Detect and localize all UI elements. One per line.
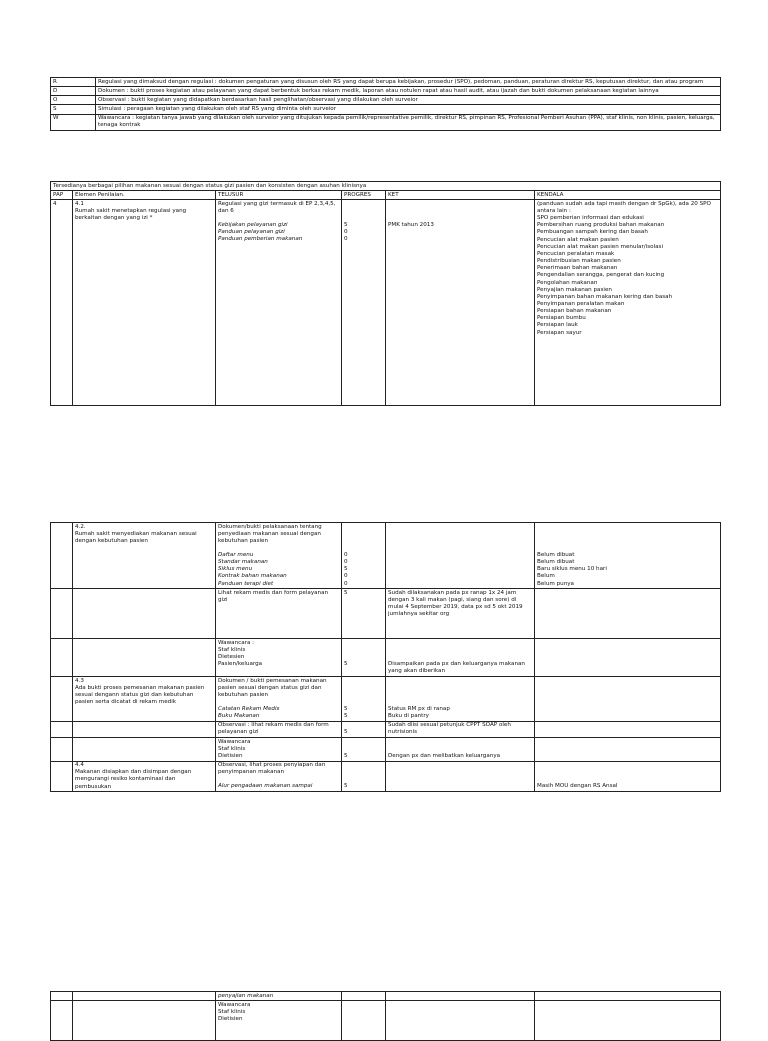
progres-cell — [342, 721, 386, 737]
telusur-cell — [216, 639, 342, 677]
legend-code: S — [51, 105, 96, 114]
elemen-number: 4.3 — [75, 677, 84, 684]
kendala-value: Belum dibuat — [537, 551, 575, 558]
header-progres: PROGRES — [342, 191, 386, 200]
telusur-item: penyajian makanan — [218, 992, 274, 999]
ket-value: Status RM px di ranap — [388, 706, 450, 712]
telusur-line: Dietisien — [218, 752, 243, 759]
header-elemen: Elemen Penilaian. — [73, 191, 216, 200]
progres-value: 0 — [344, 573, 348, 580]
progres-cell — [342, 639, 386, 677]
kendala-value: Belum punya — [537, 580, 574, 587]
ket-cell — [386, 677, 535, 722]
kendala-item: Persiapan lauk — [537, 322, 578, 329]
telusur-cell — [216, 200, 342, 406]
legend-code: R — [51, 78, 96, 87]
progres-value: 0 — [344, 559, 348, 566]
telusur-intro: Dokumen / bukti pemesanan makanan pasien sesuai dengan status gizi dan kebutuhan pasien — [218, 677, 327, 698]
progres-value: 5 — [344, 706, 348, 712]
telusur-item: Buku Makanan — [218, 713, 260, 720]
ket-cell — [386, 639, 535, 677]
table-row — [51, 523, 721, 589]
legend-text: Wawancara : kegiatan tanya jawab yang dilakukan oleh surveior yang ditujukan kepada pemilik/representative pemilik, direktur RS, pimpinan RS, Profesional Pemberi Asuhan (PPA), staf klinis, non klinis, pasien, keluarga, tenaga kontrak — [96, 114, 721, 130]
telusur-item: Kontrak bahan makanan — [218, 573, 287, 580]
legend-row — [51, 78, 721, 87]
progres-value: 5 — [344, 713, 348, 720]
table-title-row — [51, 182, 721, 191]
kendala-item: Pembuangan sampah kering dan basah — [537, 229, 648, 236]
telusur-item: Panduan pelayanan gizi — [218, 229, 285, 236]
elemen-number: 4.2. — [75, 523, 86, 530]
progres-value: 0 — [344, 580, 348, 587]
progres-value: 0 — [344, 236, 348, 243]
progres-cell — [342, 738, 386, 761]
progres-value: 5 — [344, 661, 348, 668]
header-kendala: KENDALA — [535, 191, 721, 200]
table-row — [51, 200, 721, 406]
legend-code: D — [51, 87, 96, 96]
legend-table — [50, 77, 721, 131]
elemen-cell — [73, 523, 216, 589]
kendala-item: Penerimaan bahan makanan — [537, 265, 618, 272]
assessment-table-page3 — [50, 991, 721, 1041]
kendala-item: Pembersihan ruang produksi bahan makanan — [537, 222, 665, 229]
ket-value: PMK tahun 2013 — [388, 222, 434, 229]
kendala-cell — [535, 523, 721, 589]
legend-text: Observasi : bukti kegiatan yang didapatkan berdasarkan hasil penglihatan/observasi yang dilakukan oleh surveior — [96, 96, 721, 105]
telusur-cell — [216, 523, 342, 589]
telusur-intro: Observasi, lihat proses penyiapan dan penyimpanan makanan — [218, 762, 326, 776]
header-telusur: TELUSUR — [216, 191, 342, 200]
progres-value: 0 — [344, 229, 348, 236]
elemen-text: Rumah sakit menetapkan regulasi yang berkaitan dengan yang izi * — [75, 207, 187, 222]
ket-cell — [386, 738, 535, 761]
progres-cell — [342, 523, 386, 589]
progres-cell — [342, 677, 386, 722]
telusur-intro: Dokumen/bukti pelaksanaan tentang penyediaan makanan sesuai dengan kebutuhan pasien — [218, 523, 322, 544]
kendala-value: Baru siklus menu 10 hari — [537, 566, 607, 573]
legend-row — [51, 87, 721, 96]
telusur-item: Panduan terapi diet — [218, 580, 274, 587]
table-row — [51, 639, 721, 677]
telusur-cell — [216, 992, 342, 1001]
telusur-cell: Lihat rekam medis dan form pelayanan gizi — [216, 589, 342, 639]
legend-text: Regulasi yang dimaksud dengan regulasi : dokumen pengaturan yang disusun oleh RS yang dapat berupa kebijakan, prosedur (SPO), pedoman, panduan, peraturan direktur RS, keputusan direktur, dan atau program — [96, 78, 721, 87]
legend-code: O — [51, 96, 96, 105]
telusur-item: Siklus menu — [218, 566, 253, 573]
header-ket: KET — [386, 191, 535, 200]
table-row — [51, 589, 721, 639]
telusur-item: Daftar menu — [218, 551, 254, 558]
kendala-value: Masih MOU dengan RS Ansal — [537, 783, 618, 790]
kendala-value: Belum dibuat — [537, 559, 575, 566]
elemen-cell — [73, 677, 216, 722]
kendala-value: Belum — [537, 573, 555, 580]
kendala-item: Pencucian alat makan pasien — [537, 236, 619, 243]
table-row — [51, 738, 721, 761]
ket-cell: Sudah diisi sesuai petunjuk CPPT SOAP oleh nutrisionis — [386, 721, 535, 737]
kendala-item: Penyimpanan peralatan makan — [537, 301, 625, 307]
telusur-cell — [216, 761, 342, 792]
progres-cell — [342, 761, 386, 792]
telusur-item: Panduan pemberian makanan — [218, 236, 303, 243]
telusur-item: Alur pengadaan makanan sampai — [218, 783, 313, 790]
table-row — [51, 1001, 721, 1041]
legend-text: Dokumen : bukti proses kegiatan atau pelayanan yang dapat berbentuk berkas rekam medik, laporan atau notulen rapat atau hasil audit, atau ijazah dan bukti dokumen pelaksanaan kegiatan lainnya — [96, 87, 721, 96]
kendala-item: Persiapan bumbu — [537, 315, 586, 322]
progres-cell: 5 — [342, 589, 386, 639]
elemen-number: 4.1 — [75, 200, 84, 207]
telusur-cell — [216, 738, 342, 761]
ket-cell: Sudah dilaksanakan pada px ranap 1x 24 jam dengan 3 kali makan (pagi, siang dan sore) di mulai 4 September 2019, data px sd 5 okt 2019 jumlahnya sekitar org — [386, 589, 535, 639]
kendala-item: Persiapan sayur — [537, 329, 582, 336]
legend-row — [51, 105, 721, 114]
telusur-line: Dietesien — [218, 654, 245, 661]
telusur-line: Staf klinis — [218, 1008, 246, 1015]
kendala-item: Pencucian peralatan masak — [537, 250, 615, 257]
table-title: Tersedianya berbagai pilihan makanan sesuai dengan status gizi pasien dan konsisten dengan asuhan klinisnya — [51, 182, 721, 191]
progres-value: 5 — [344, 729, 348, 736]
legend-text: Simulasi : peragaan kegiatan yang dilakukan oleh staf RS yang diminta oleh surveior — [96, 105, 721, 114]
pap-cell: 4 — [51, 200, 73, 406]
kendala-item: Pengendalian serangga, pengerat dan kucing — [537, 272, 665, 279]
telusur-line: Pasien/keluarga — [218, 661, 263, 668]
legend-row — [51, 96, 721, 105]
telusur-cell — [216, 1001, 342, 1041]
kendala-item: Pencucian alat makan pasien menular/isolasi — [537, 243, 664, 250]
elemen-number: 4.4 — [75, 762, 84, 769]
telusur-line: Wawancara — [218, 1001, 251, 1008]
telusur-line: Staf klinis — [218, 646, 246, 653]
progres-cell — [342, 200, 386, 406]
kendala-cell — [535, 761, 721, 792]
table-row — [51, 761, 721, 792]
telusur-item: Standar makanan — [218, 559, 268, 566]
kendala-item: Penyimpanan bahan makanan kering dan basah — [537, 293, 673, 300]
kendala-item: SPO pemberian informasi dan edukasi — [537, 215, 644, 222]
telusur-item: Catatan Rekam Medis — [218, 706, 280, 712]
progres-value: 5 — [344, 752, 348, 759]
legend-row — [51, 114, 721, 130]
kendala-item: Pendistribusian makan pasien — [537, 258, 621, 265]
legend-code: W — [51, 114, 96, 130]
telusur-line: Staf klinis — [218, 745, 246, 752]
progres-value: 0 — [344, 551, 348, 558]
telusur-line: Wawancara : — [218, 639, 255, 646]
kendala-item: Persiapan bahan makanan — [537, 308, 612, 315]
elemen-cell — [73, 200, 216, 406]
telusur-line: Wawancara — [218, 738, 251, 745]
kendala-item: (panduan sudah ada tapi masih dengan dr SpGk), ada 20 SPO antara lain : — [537, 200, 711, 214]
telusur-cell — [216, 677, 342, 722]
table-row — [51, 721, 721, 737]
kendala-item: Pengolahan makanan — [537, 279, 598, 286]
telusur-item: Kebijakan pelayanan gizi — [218, 222, 288, 229]
assessment-table — [50, 181, 721, 406]
elemen-cell — [73, 761, 216, 792]
kendala-cell — [535, 200, 721, 406]
table-row — [51, 992, 721, 1001]
ket-cell — [386, 200, 535, 406]
table-row — [51, 677, 721, 722]
kendala-item: Penyajian makanan pasien — [537, 286, 612, 293]
elemen-text: Rumah sakit menyediakan makanan sesuai dengan kebutuhan pasien — [75, 530, 197, 544]
elemen-text: Ada bukti proses pemesanan makanan pasien sesuai dengann status gizi dan kebutuhan pasien serta dicatat di rekam medik — [75, 684, 205, 705]
table-header-row — [51, 191, 721, 200]
progres-value: 5 — [344, 783, 348, 790]
telusur-cell: Observasi : lihat rekam medis dan form pelayanan gizi — [216, 721, 342, 737]
ket-value: Dengan px dan melibatkan keluarganya — [388, 752, 501, 759]
telusur-intro: Regulasi yang gizi termasuk di EP 2,3,4,5, dan 6 — [218, 200, 336, 214]
telusur-line: Dietisien — [218, 1015, 243, 1022]
progres-value: 5 — [344, 222, 348, 229]
header-pap: PAP — [51, 191, 73, 200]
progres-value: 5 — [344, 566, 348, 573]
ket-value: Disampaikan pada px dan keluarganya makanan yang akan diberikan — [388, 661, 525, 675]
ket-value: Buku di pantry — [388, 713, 429, 720]
elemen-text: Makanan disiapkan dan disimpan dengan mengurangi resiko kontaminasi dan pembusukan — [75, 769, 192, 790]
assessment-table-continued — [50, 522, 721, 792]
